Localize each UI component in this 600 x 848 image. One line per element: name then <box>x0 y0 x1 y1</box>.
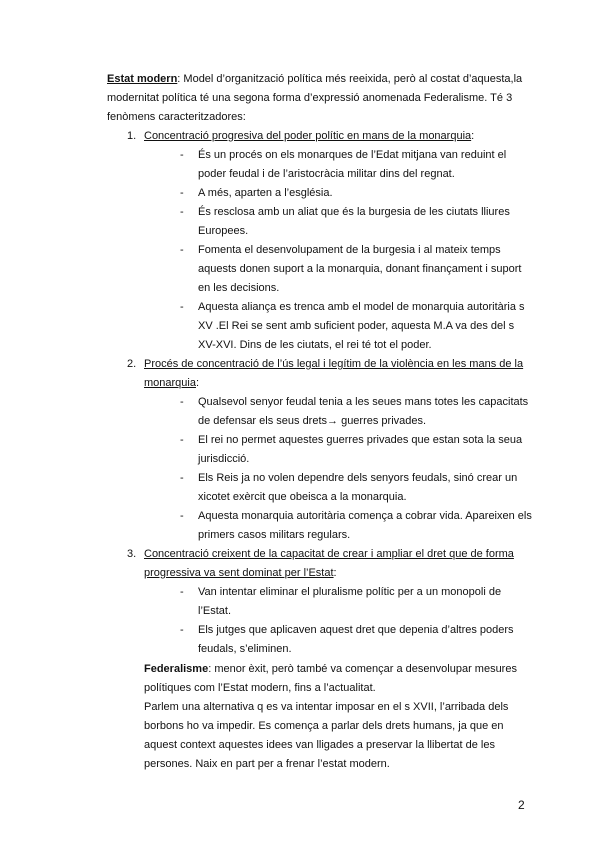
item-suffix: : <box>333 567 337 579</box>
bullet-text: Qualsevol senyor feudal tenia a les seues mans totes les capacitats de defensar els seus drets→ guerres privades. <box>198 396 529 427</box>
dash-marker: - <box>180 149 184 161</box>
dash-marker: - <box>180 472 184 484</box>
item-title: Procés de concentració de l’ús legal i legítim de la violència en les mans de la monarquia <box>144 358 524 389</box>
dash-marker: - <box>180 510 184 522</box>
federalism-section <box>144 660 536 774</box>
list-item <box>107 355 532 545</box>
intro-term: Estat modern <box>107 73 178 85</box>
dash-marker: - <box>180 206 184 218</box>
item-suffix: : <box>471 130 475 142</box>
bullet-text: Van intentar eliminar el pluralisme polític per a un monopoli de l’Estat. <box>198 586 502 617</box>
item-title: Concentració progresiva del poder polític en mans de la monarquia <box>144 130 472 142</box>
federalism-term: Federalisme <box>144 663 209 675</box>
dash-marker: - <box>180 396 184 408</box>
bullet-item <box>180 241 532 298</box>
list-item <box>107 127 532 355</box>
bullet-text: Els jutges que aplicaven aquest dret que depenia d’altres poders feudals, s’eliminen. <box>198 624 514 655</box>
page-number: 2 <box>518 798 525 812</box>
bullet-item <box>180 146 532 184</box>
intro-paragraph <box>107 70 532 127</box>
federalism-text: : menor èxit, però també va començar a desenvolupar mesures polítiques com l’Estat modern, fins a l’actualitat. <box>144 663 517 694</box>
bullet-item <box>180 431 532 469</box>
bullet-item <box>180 507 532 545</box>
item-title: Concentració creixent de la capacitat de crear i ampliar el dret que de forma progressiva va sent dominat per l’Estat <box>144 548 514 579</box>
bullet-text: Aquesta monarquia autoritària comença a cobrar vida. Apareixen els primers casos militars regulars. <box>198 510 532 541</box>
dash-marker: - <box>180 301 184 313</box>
intro-text: : Model d’organització política més reeixida, però al costat d’aquesta,la modernitat política té una segona forma d’expressió anomenada Federalisme. Té 3 fenòmens caracteritzadores: <box>107 73 523 123</box>
bullet-text: Fomenta el desenvolupament de la burgesia i al mateix temps aquests donen suport a la monarquia, donant finançament i suport en les decisions. <box>198 244 522 294</box>
bullet-text: El rei no permet aquestes guerres privades que estan sota la seua jurisdicció. <box>198 434 523 465</box>
bullet-text: És resclosa amb un aliat que és la burgesia de les ciutats lliures Europees. <box>198 206 510 237</box>
bullet-item <box>180 583 532 621</box>
bullet-text: Aquesta aliança es trenca amb el model de monarquia autoritària s XV .El Rei se sent amb suficient poder, aquesta M.A va des del s XV-XVI. Dins de les ciutats, el rei té tot el poder. <box>198 301 525 351</box>
bullet-item <box>180 393 532 431</box>
bullet-item <box>180 203 532 241</box>
characteristics-list <box>107 127 532 659</box>
bullet-item <box>180 298 532 355</box>
dash-marker: - <box>180 434 184 446</box>
item-number: 2. <box>127 358 137 370</box>
item-number: 3. <box>127 548 137 560</box>
dash-marker: - <box>180 187 184 199</box>
bullet-text: Els Reis ja no volen dependre dels senyors feudals, sinó crear un xicotet exèrcit que obeisca a la monarquia. <box>198 472 518 503</box>
dash-marker: - <box>180 586 184 598</box>
bullet-list <box>144 393 532 545</box>
federalism-paragraph <box>144 660 536 698</box>
bullet-text: A més, aparten a l’església. <box>198 187 333 199</box>
item-suffix: : <box>195 377 200 389</box>
bullet-text: És un procés on els monarques de l’Edat mitjana van reduint el poder feudal i de l’aristocràcia militar dins del regnat. <box>198 149 507 180</box>
bullet-item <box>180 621 532 659</box>
bullet-item <box>180 184 532 203</box>
dash-marker: - <box>180 244 184 256</box>
bullet-item <box>180 469 532 507</box>
list-item <box>107 545 532 659</box>
dash-marker: - <box>180 624 184 636</box>
bullet-list <box>144 146 532 355</box>
item-number: 1. <box>127 130 137 142</box>
federalism-body: Parlem una alternativa q es va intentar imposar en el s XVII, l’arribada dels borbons ho va impedir. Es comença a parlar dels drets humans, ja que en aquest context aquestes idees van lligades a preservar la llibertat de les persones. Naix en part per a frenar l’estat modern. <box>144 701 509 770</box>
bullet-list <box>144 583 532 659</box>
